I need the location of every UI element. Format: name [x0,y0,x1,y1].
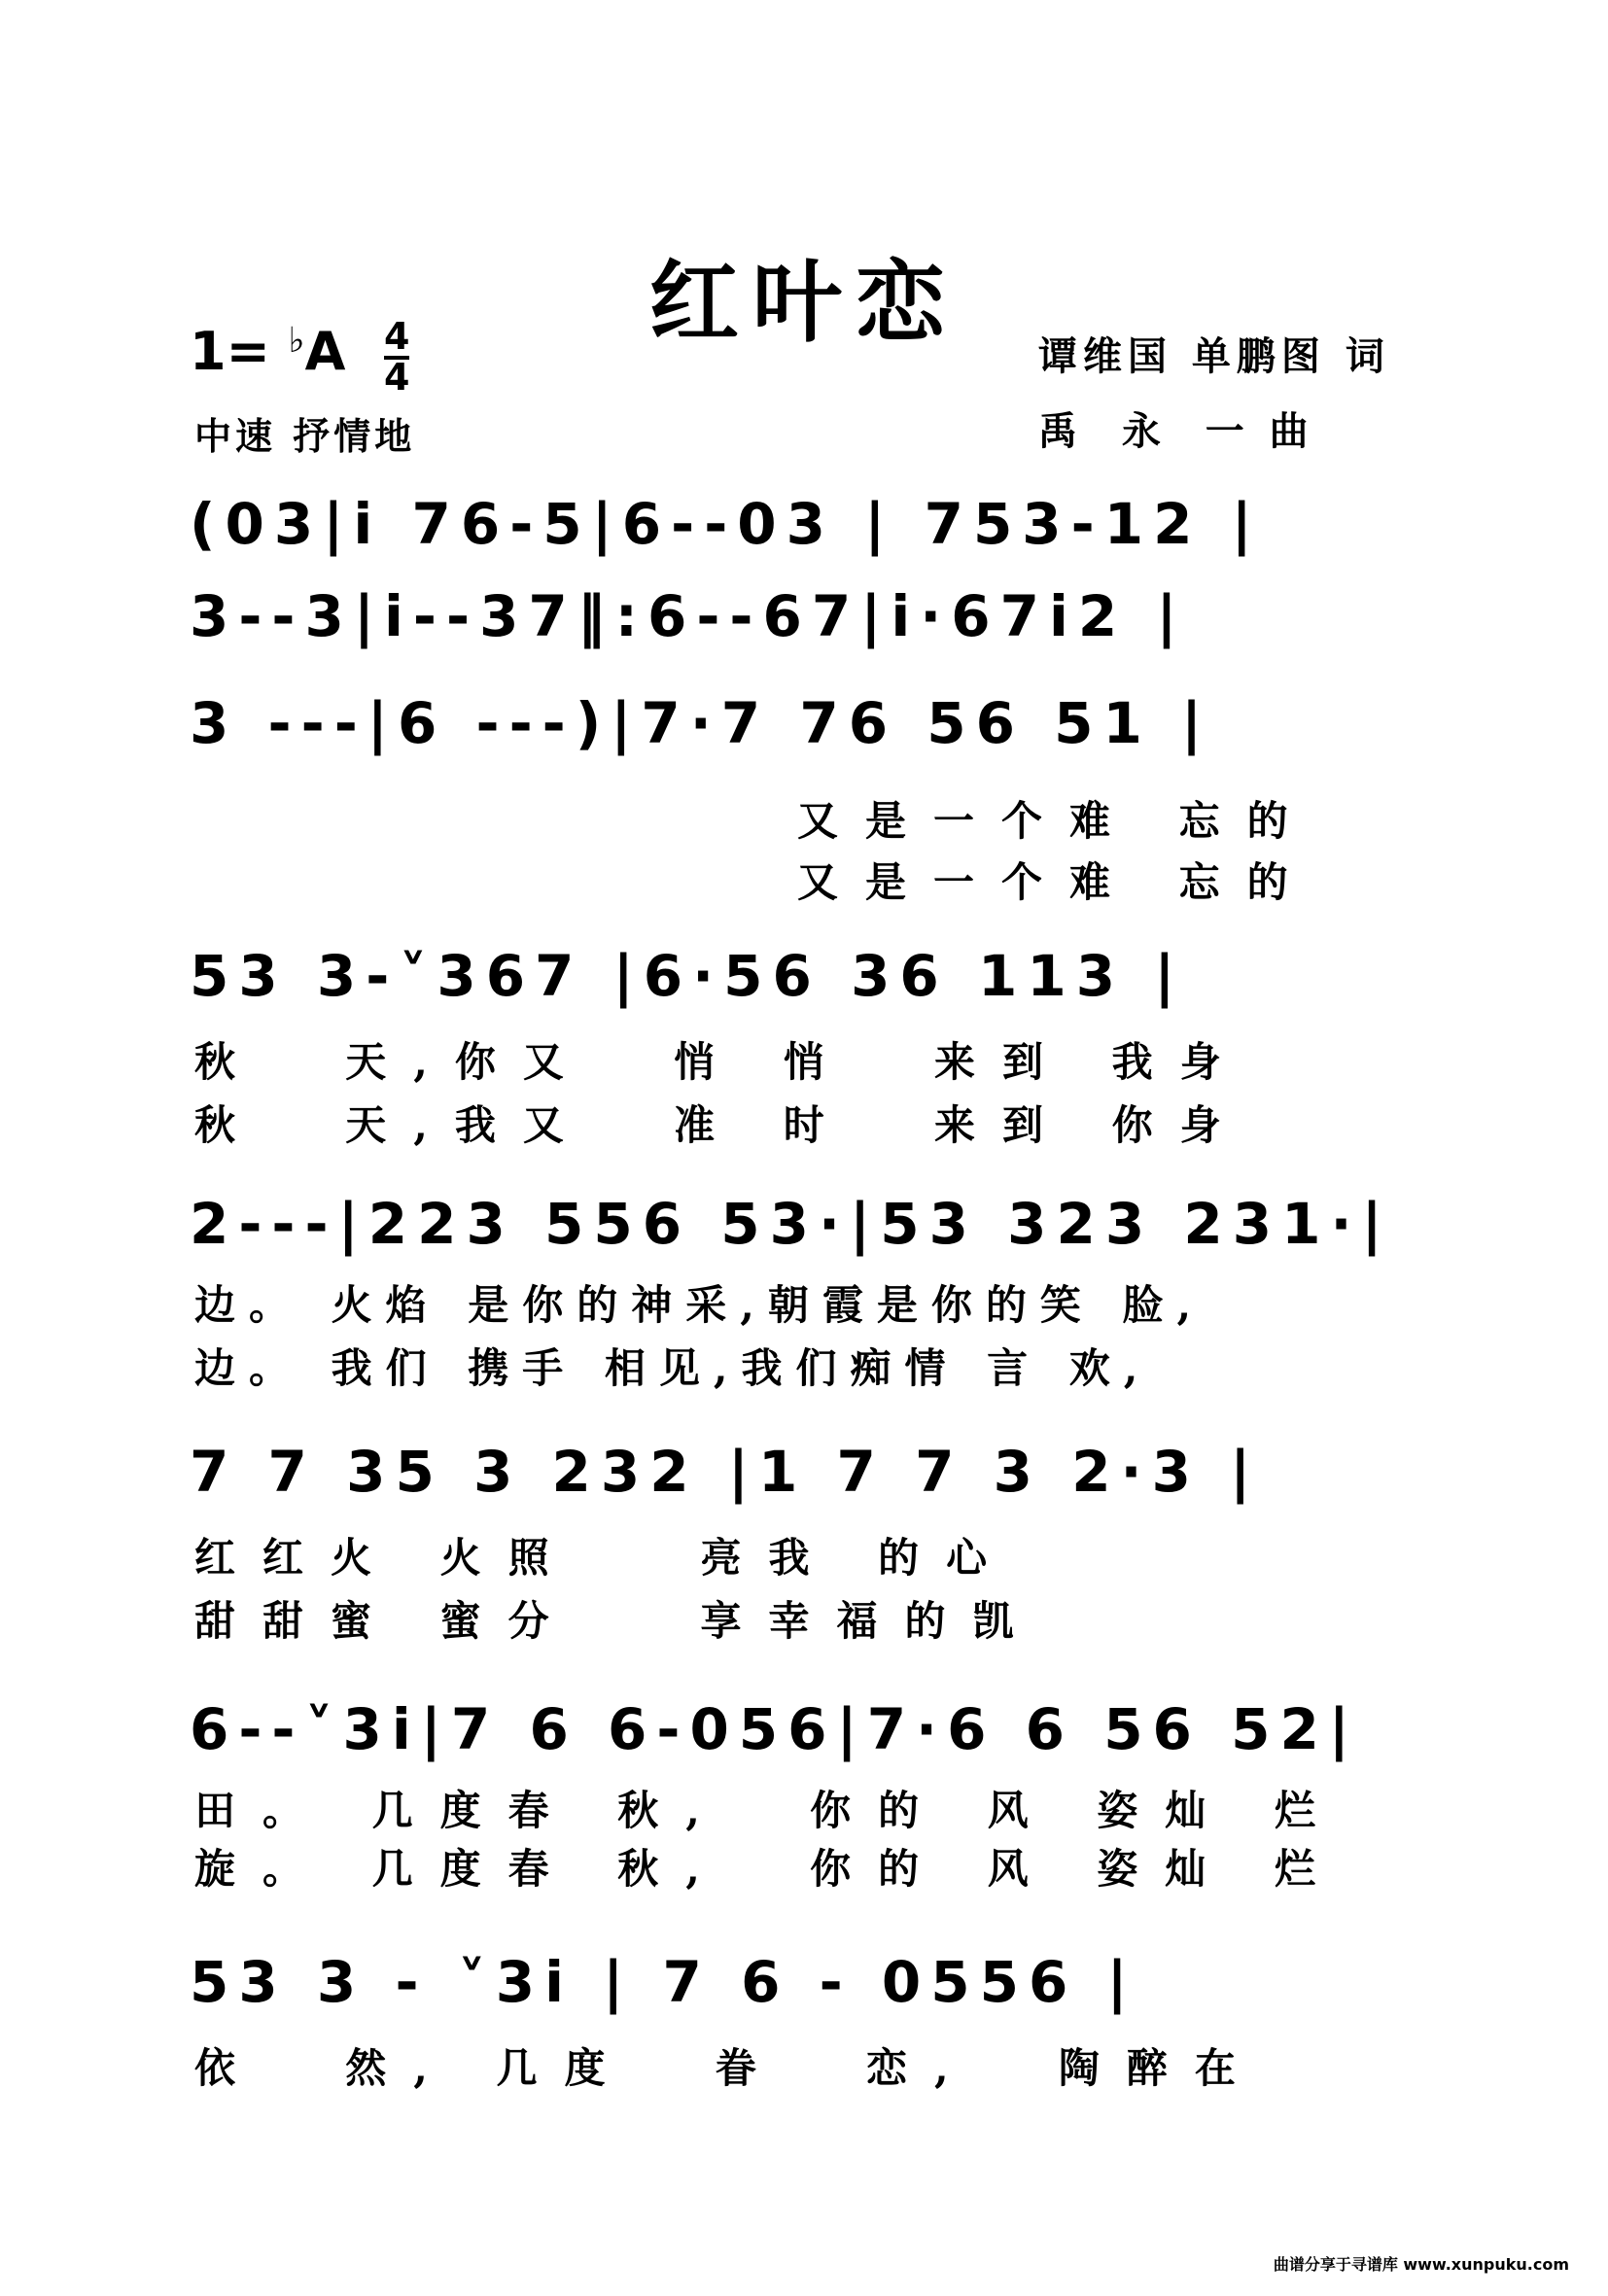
lyricist: 谭维国 单鹏图 词 [1038,333,1390,379]
time-bottom: 4 [384,356,410,399]
lyric-line-7a: 田。 几度春 秋, 你的 风 姿灿 烂 [194,1787,1343,1834]
notation-line-1: (03|i 76-5|6--03 | 753-12 | [190,491,1262,557]
notation-line-6: 7 7 35 3 232 |1 7 7 3 2·3 | [190,1439,1261,1505]
lyric-line-4b: 秋 天,我又 准 时 来到 你身 [194,1101,1248,1149]
key-note: A [304,321,346,382]
time-top: 4 [384,315,410,358]
song-title: 红叶恋 [648,250,959,355]
footer-watermark: 曲谱分享于寻谱库 www.xunpuku.com [1273,2255,1569,2274]
lyric-line-6b: 甜甜蜜 蜜分 享幸福的凯 [194,1597,1041,1645]
tempo-marking: 中速 抒情地 [194,414,416,458]
notation-line-4: 53 3-˅367 |6·56 36 113 | [190,943,1185,1009]
lyric-line-3b: 又是一个难 忘的 [797,858,1315,906]
lyric-line-6a: 红红火 火照 亮我 的心 [194,1534,1015,1582]
notation-line-8: 53 3 - ˅3i | 7 6 - 0556 | [190,1949,1137,2015]
lyric-line-5a: 边。 火焰 是你的神采,朝霞是你的笑 脸, [194,1281,1206,1329]
key-signature [190,321,345,382]
lyric-line-3a: 又是一个难 忘的 [797,797,1315,845]
notation-line-7: 6--˅3i|7 6 6-056|7·6 6 56 52| [190,1696,1359,1762]
flat-symbol: ♭ [288,321,305,361]
notation-line-5: 2---|223 556 53·|53 323 231·| [190,1191,1392,1257]
lyric-line-5b: 边。 我们 携手 相见,我们痴情 言 欢, [194,1344,1152,1392]
composer: 禹 永 一 曲 [1038,408,1314,454]
lyric-line-4a: 秋 天,你又 悄 悄 来到 我身 [194,1038,1248,1086]
notation-line-3: 3 ---|6 ---)|7·7 76 56 51 | [190,690,1212,756]
lyric-line-8a: 依 然, 几度 眷 恋, 陶醉在 [194,2044,1263,2092]
time-signature [384,315,410,399]
lyric-line-7b: 旋。 几度春 秋, 你的 风 姿灿 烂 [194,1845,1343,1893]
notation-line-2: 3--3|i--37‖:6--67|i·67i2 | [190,583,1187,649]
key-prefix: 1= [190,321,289,382]
